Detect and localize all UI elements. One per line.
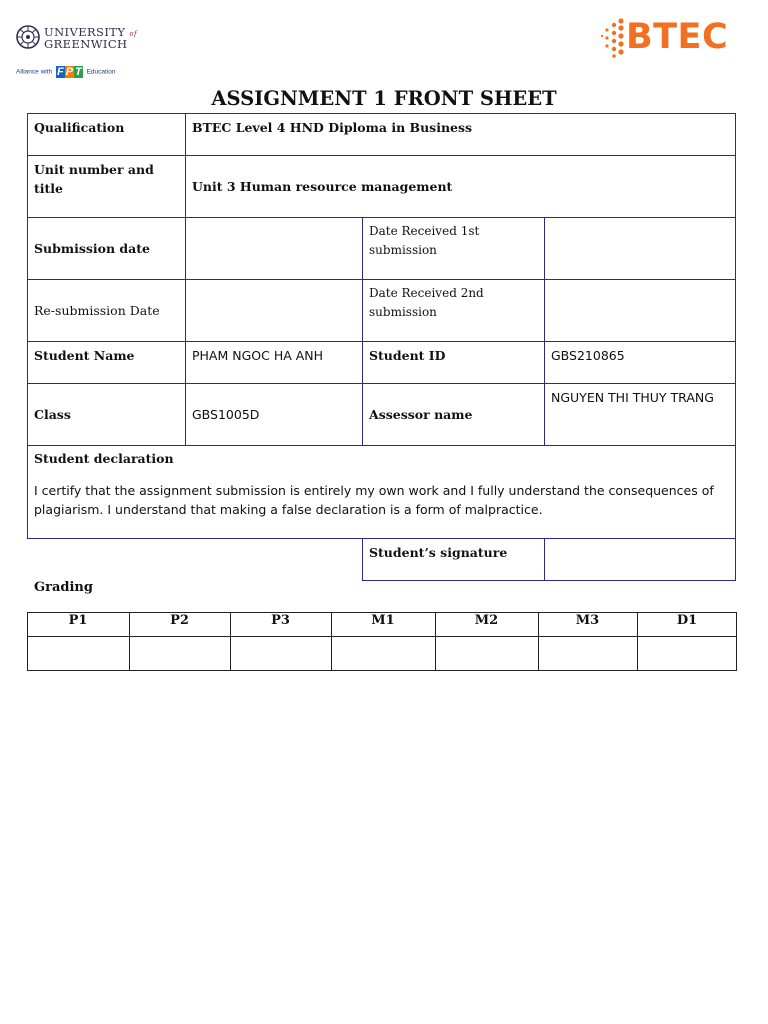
- grading-border: [27, 612, 737, 613]
- qualification-value: BTEC Level 4 HND Diploma in Business: [185, 113, 735, 155]
- resubmission-date-label-text: Re-submission Date: [34, 302, 160, 318]
- table-border: [27, 155, 736, 156]
- table-border: [185, 113, 186, 446]
- grading-label: Grading: [34, 580, 93, 595]
- date-received-1st-label: Date Received 1st submission: [362, 217, 544, 279]
- grading-border: [331, 612, 332, 671]
- btec-wordmark: BTEC: [626, 17, 729, 57]
- student-id-label: Student ID: [362, 341, 544, 383]
- table-border: [27, 383, 736, 384]
- table-border: [735, 113, 736, 581]
- page-title: ASSIGNMENT 1 FRONT SHEET: [211, 87, 557, 110]
- greenwich-fpt-logo: [14, 22, 144, 82]
- grade-header-p1: P1: [68, 613, 88, 628]
- class-label-text: Class: [34, 406, 71, 422]
- date-received-2nd-value: [544, 279, 735, 341]
- resubmission-date-value: [185, 279, 362, 341]
- grade-value-m3: [538, 642, 637, 666]
- date-received-2nd-label: Date Received 2nd submission: [362, 279, 544, 341]
- signature-value: [544, 538, 735, 580]
- grading-border: [27, 612, 28, 671]
- submission-date-label: [27, 217, 185, 279]
- grading-border: [129, 612, 130, 671]
- qualification-label: Qualification: [27, 113, 185, 155]
- submission-date-value: [185, 217, 362, 279]
- grading-border: [230, 612, 231, 671]
- signature-label: Student’s signature: [362, 538, 544, 580]
- table-border: [362, 580, 736, 581]
- student-name-value: PHAM NGOC HA ANH: [185, 341, 362, 383]
- grading-border: [435, 612, 436, 671]
- grade-value-m2: [435, 642, 538, 666]
- submission-date-label-text: Submission date: [34, 240, 150, 256]
- grade-header-m3: M3: [575, 613, 600, 628]
- grade-value-m1: [331, 642, 435, 666]
- table-border: [362, 217, 363, 446]
- assessor-label-text: Assessor name: [369, 406, 473, 422]
- unit-value: [185, 155, 735, 217]
- assessor-value: NGUYEN THI THUY TRANG: [544, 383, 735, 445]
- resubmission-date-label: [27, 279, 185, 341]
- table-border: [27, 217, 736, 218]
- student-id-value: GBS210865: [544, 341, 735, 383]
- class-value-text: GBS1005D: [192, 406, 260, 422]
- unit-value-text: Unit 3 Human resource management: [192, 178, 453, 194]
- grading-border: [736, 612, 737, 671]
- table-border: [544, 538, 545, 581]
- grade-header-m2: M2: [474, 613, 499, 628]
- greenwich-seal-icon: [16, 25, 40, 49]
- fpt-logo-icon: F P T: [56, 66, 82, 78]
- date-received-1st-value: [544, 217, 735, 279]
- table-border: [27, 445, 736, 446]
- grade-header-m1: M1: [371, 613, 395, 628]
- grading-border: [637, 612, 638, 671]
- assessor-label: [362, 383, 544, 445]
- grade-header-p2: P2: [170, 613, 189, 628]
- grade-header-p3: P3: [271, 613, 290, 628]
- declaration-label: Student declaration: [34, 451, 174, 466]
- fpt-alliance-line: Alliance with F P T Education: [16, 66, 116, 78]
- btec-logo: [600, 16, 740, 60]
- grade-value-p2: [129, 642, 230, 666]
- grade-value-d1: [637, 642, 737, 666]
- grading-border: [538, 612, 539, 671]
- grade-value-p1: [27, 642, 129, 666]
- btec-dots-icon: [600, 16, 626, 60]
- grade-value-p3: [230, 642, 331, 666]
- table-border: [27, 113, 28, 539]
- table-border: [27, 113, 736, 114]
- unit-label: Unit number and title: [27, 155, 185, 217]
- greenwich-wordmark-line2: GREENWICH: [44, 37, 128, 51]
- class-value: [185, 383, 362, 445]
- declaration-text: I certify that the assignment submission is entirely my own work and I fully understand the consequences of plagiarism. I understand that making a false declaration is a form of malpractice.: [34, 483, 714, 517]
- student-name-label: Student Name: [27, 341, 185, 383]
- table-border: [362, 538, 363, 581]
- grade-header-d1: D1: [676, 613, 698, 628]
- greenwich-wordmark-line1: UNIVERSITY of: [44, 25, 138, 39]
- table-border: [27, 279, 736, 280]
- table-border: [27, 538, 736, 539]
- grading-border: [27, 636, 737, 637]
- class-label: [27, 383, 185, 445]
- grading-border: [27, 670, 737, 671]
- table-border: [544, 217, 545, 446]
- table-border: [27, 341, 736, 342]
